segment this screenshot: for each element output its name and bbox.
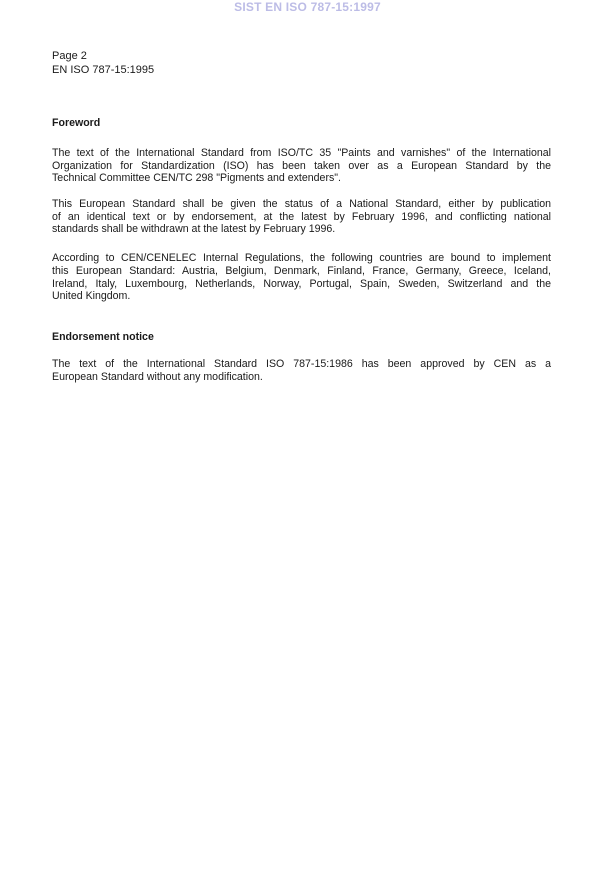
foreword-paragraph-1-line: Technical Committee CEN/TC 298 "Pigments and extenders". xyxy=(52,172,341,184)
document-id: EN ISO 787-15:1995 xyxy=(52,64,155,76)
endorsement-paragraph-line: European Standard without any modification. xyxy=(52,371,263,383)
foreword-paragraph-1-line: The text of the International Standard from ISO/TC 35 "Paints and varnishes" of the International xyxy=(52,147,551,159)
foreword-paragraph-3-line: According to CEN/CENELEC Internal Regulations, the following countries are bound to implement xyxy=(52,252,551,264)
foreword-paragraph-3-line: United Kingdom. xyxy=(52,290,131,302)
foreword-heading: Foreword xyxy=(52,117,101,129)
foreword-paragraph-1-line: Organization for Standardization (ISO) has been taken over as a European Standard by the xyxy=(52,160,551,172)
foreword-paragraph-2-line: This European Standard shall be given the status of a National Standard, either by publication xyxy=(52,198,551,210)
endorsement-paragraph-line: The text of the International Standard ISO 787-15:1986 has been approved by CEN as a xyxy=(52,358,551,370)
foreword-paragraph-3-line: this European Standard: Austria, Belgium, Denmark, Finland, France, Germany, Greece, Iceland, xyxy=(52,265,551,277)
endorsement-heading: Endorsement notice xyxy=(52,331,154,343)
foreword-paragraph-3-line: Ireland, Italy, Luxembourg, Netherlands, Norway, Portugal, Spain, Sweden, Switzerland and the xyxy=(52,278,551,290)
foreword-paragraph-2-line: standards shall be withdrawn at the latest by February 1996. xyxy=(52,223,336,235)
watermark: SIST EN ISO 787-15:1997 xyxy=(234,0,381,14)
page-number: Page 2 xyxy=(52,50,87,62)
foreword-paragraph-2-line: of an identical text or by endorsement, at the latest by February 1996, and conflicting national xyxy=(52,211,551,223)
